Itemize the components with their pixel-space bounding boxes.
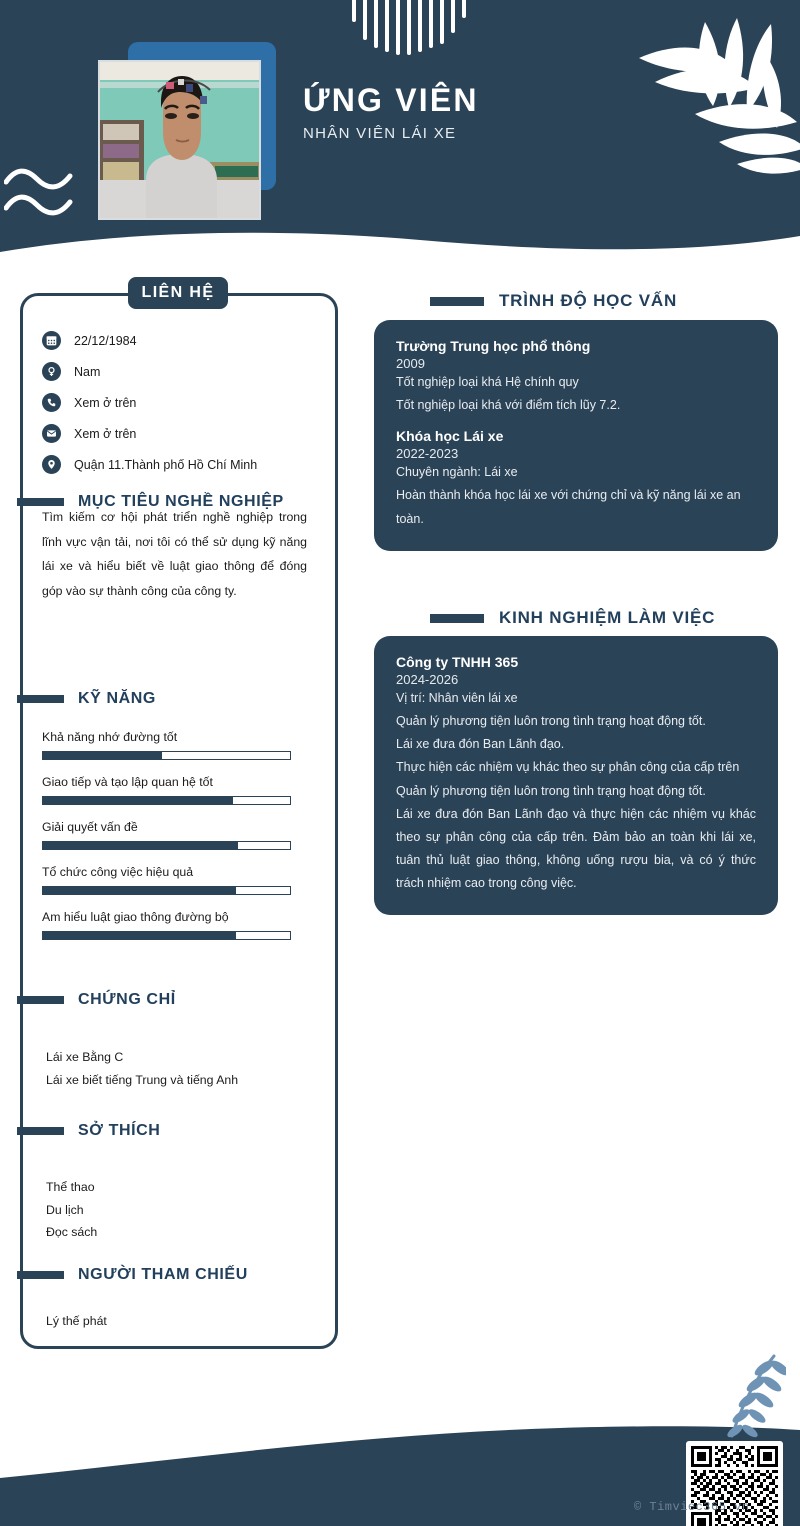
list-item: Lái xe biết tiếng Trung và tiếng Anh [46,1072,239,1087]
list-item: Thể thao [46,1180,95,1194]
section-title: NGƯỜI THAM CHIẾU [78,1266,248,1283]
contact-value: Nam [74,364,101,379]
skill-bar-fill [43,752,162,759]
section-title: MỤC TIÊU NGHỀ NGHIỆP [78,493,284,510]
experience-detail: Lái xe đưa đón Ban Lãnh đạo. [396,737,565,752]
skill-bar [42,751,291,760]
calendar-icon [42,331,61,350]
list-item [42,418,322,449]
experience-card [374,636,778,915]
list-item [42,449,322,480]
experience-entry [396,654,756,895]
references-heading [20,1266,248,1284]
school-years: 2022-2023 [396,446,459,462]
contact-section-pill: LIÊN HỆ [128,277,228,309]
experience-detail: Quản lý phương tiện luôn trong tình trạng hoạt động tốt. [396,714,706,729]
heading-dash [430,614,484,623]
skill-bar [42,886,291,895]
heading-dash [430,297,484,306]
list-item [42,325,322,356]
contact-list [42,325,322,480]
skill-label: Tổ chức công việc hiệu quả [42,865,194,879]
heading-dash [17,1127,64,1135]
candidate-role: NHÂN VIÊN LÁI XE [303,125,457,143]
section-title: KINH NGHIỆM LÀM VIỆC [499,608,716,627]
list-item [42,820,291,850]
skill-bar-fill [43,797,233,804]
header-line-decoration [352,0,466,55]
skill-label: Khả năng nhớ đường tốt [42,730,178,744]
experience-detail: Lái xe đưa đón Ban Lãnh đạo và thực hiện các nhiệm vụ khác theo sự phân công của cấp trên. Đảm bảo an toàn khi lái xe, tuân thủ luật giao thông, không uống rượu bia, và có ý thức trách nhiệm cao trong công việc. [396,806,756,890]
references-list [46,1310,107,1333]
certificates-heading [20,991,176,1009]
location-icon [42,455,61,474]
education-card [374,320,778,551]
list-item: Du lịch [46,1202,84,1217]
section-title: SỞ THÍCH [78,1122,161,1139]
palm-leaf-decoration [625,18,800,193]
skill-label: Giải quyết vấn đề [42,820,138,834]
qr-code-icon [691,1446,778,1526]
skills-list [42,730,291,955]
heading-dash [17,1271,64,1279]
brand-watermark: © Timviec365.vn [634,1500,750,1514]
skill-bar [42,841,291,850]
education-entry [396,338,756,417]
skill-bar-fill [43,842,238,849]
gender-icon [42,362,61,381]
heading-dash [17,996,64,1004]
page-title: ỨNG VIÊN [303,82,479,118]
skills-heading [20,690,156,708]
education-heading [430,291,677,311]
heading-dash [17,695,64,703]
list-item: Đọc sách [46,1225,98,1240]
hobbies-list [46,1176,97,1244]
company-name: Công ty TNHH 365 [396,654,519,670]
hobbies-heading [20,1122,160,1140]
contact-value: Xem ở trên [74,395,137,410]
certificates-list [46,1046,238,1091]
school-years: 2009 [396,356,425,371]
school-name: Trường Trung học phổ thông [396,338,591,354]
list-item: Lý thế phát [46,1314,107,1328]
avatar [98,60,261,220]
contact-value: Xem ở trên [74,426,137,441]
skill-label: Giao tiếp và tạo lập quan hệ tốt [42,775,213,789]
experience-detail: Quản lý phương tiện luôn trong tình trạng hoạt động tốt. [396,783,706,798]
education-detail: Tốt nghiệp loại khá Hệ chính quy [396,375,579,389]
objective-text: Tìm kiếm cơ hội phát triển nghề nghiệp trong lĩnh vực vận tải, nơi tôi có thể sử dụng kỹ năng lái xe và hiểu biết về luật giao thông để đóng góp vào sự thành công của công ty. [42,510,307,598]
list-item [42,387,322,418]
list-item: Lái xe Bằng C [46,1050,124,1064]
header-bottom-curve [0,224,800,262]
skill-bar [42,796,291,805]
list-item [42,775,291,805]
education-entry [396,428,756,530]
email-icon [42,424,61,443]
skill-bar-fill [43,932,236,939]
wheat-decoration [702,1352,786,1448]
list-item [42,356,322,387]
list-item [42,730,291,760]
experience-heading [430,608,715,628]
position-title: Vị trí: Nhân viên lái xe [396,691,518,705]
education-detail: Hoàn thành khóa học lái xe với chứng chỉ và kỹ năng lái xe an toàn. [396,488,741,526]
section-title: TRÌNH ĐỘ HỌC VẤN [499,291,678,310]
phone-icon [42,393,61,412]
education-detail: Tốt nghiệp loại khá với điểm tích lũy 7.2. [396,398,621,413]
cv-header [0,0,800,262]
name-block [303,83,479,142]
wave-decoration [4,166,74,222]
skill-bar-fill [43,887,236,894]
school-name: Khóa học Lái xe [396,428,504,445]
section-title: KỸ NĂNG [78,690,156,707]
skill-label: Am hiểu luật giao thông đường bộ [42,910,229,924]
contact-value: Quận 11.Thành phố Hồ Chí Minh [74,457,258,472]
contact-value: 22/12/1984 [74,333,137,348]
list-item [42,865,291,895]
employment-years: 2024-2026 [396,672,459,687]
section-title: CHỨNG CHỈ [78,991,176,1008]
education-detail: Chuyên ngành: Lái xe [396,465,518,480]
list-item [42,910,291,940]
experience-detail: Thực hiện các nhiệm vụ khác theo sự phân công của cấp trên [396,760,740,775]
skill-bar [42,931,291,940]
